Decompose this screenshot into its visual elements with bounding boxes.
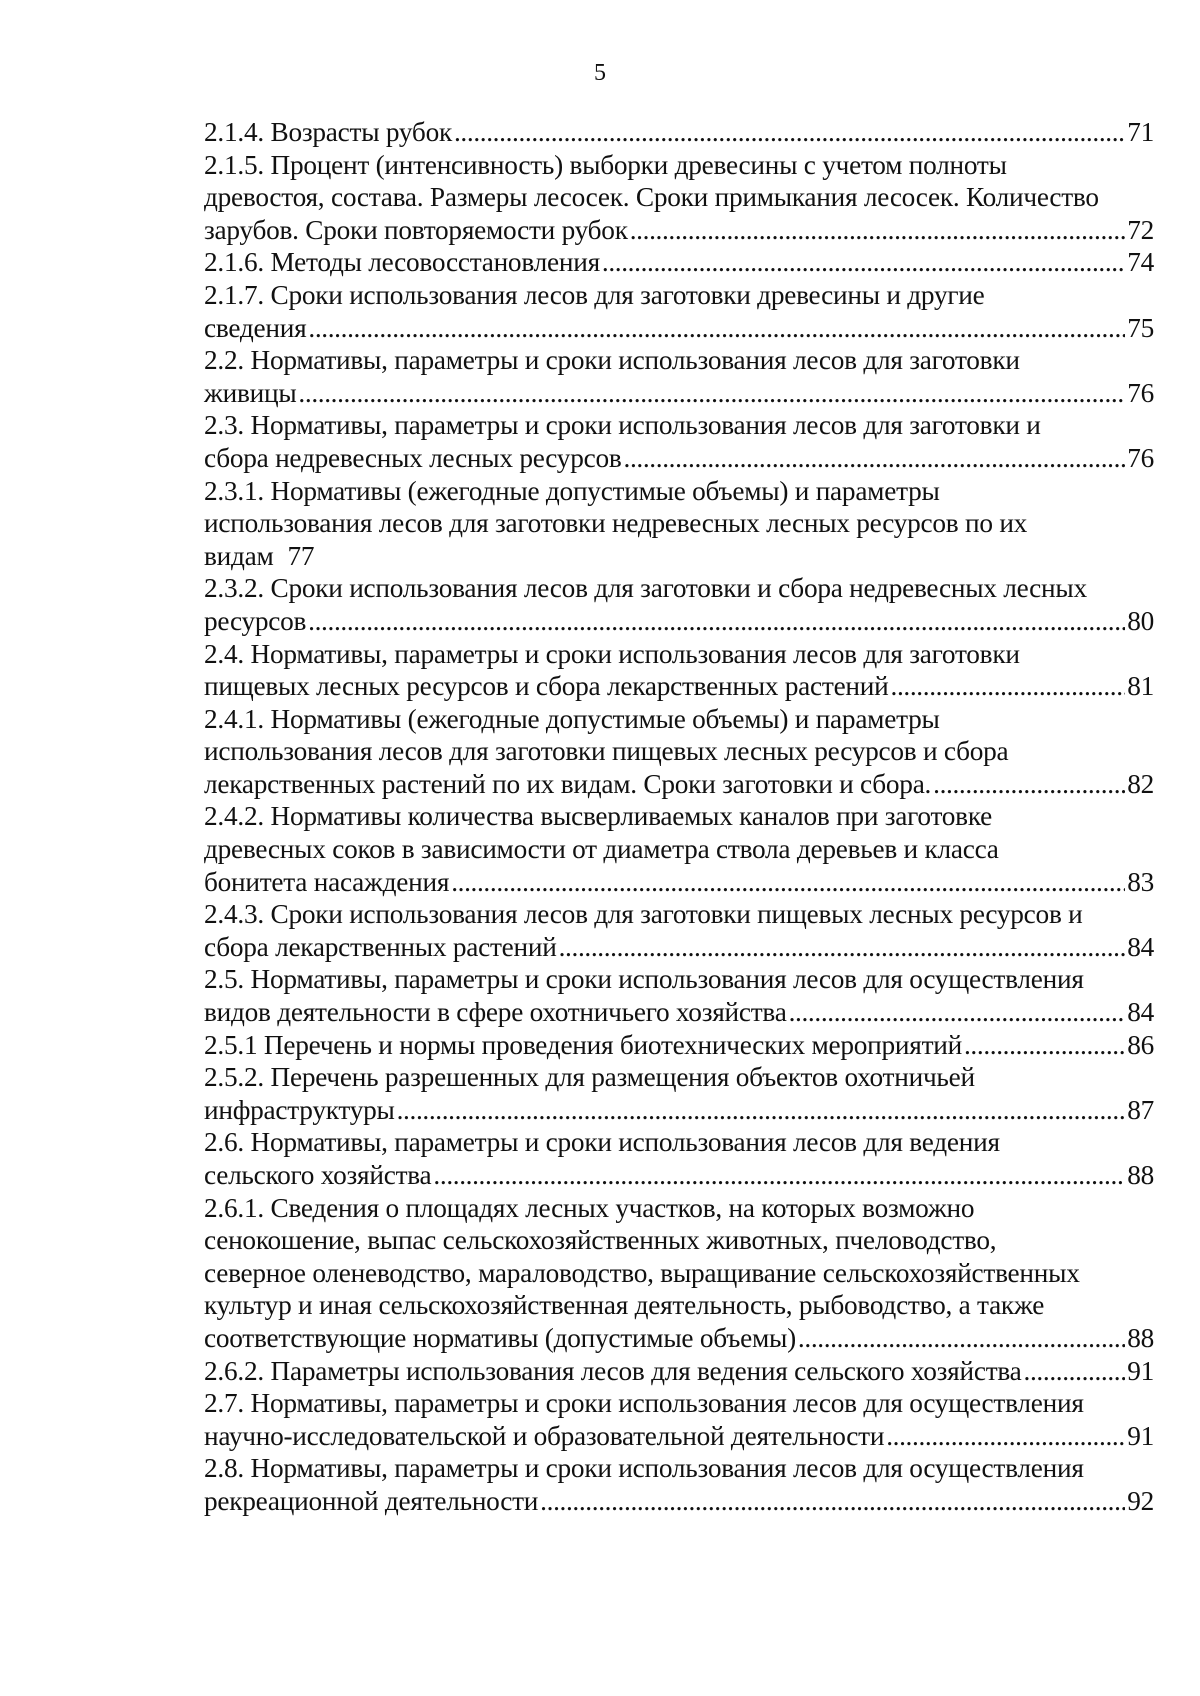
toc-page-number: 91 bbox=[1127, 1355, 1154, 1386]
dot-leader bbox=[964, 1029, 1125, 1062]
toc-entry[interactable] bbox=[204, 800, 1154, 898]
toc-entry-last-line bbox=[204, 214, 1154, 247]
toc-entry-text-line: сбора лекарственных растений bbox=[204, 931, 557, 962]
toc-entry-text-line: 2.8. Нормативы, параметры и сроки использования лесов для осуществления bbox=[204, 1453, 1084, 1484]
dot-leader bbox=[433, 1159, 1125, 1192]
toc-entry-last-line bbox=[204, 312, 1154, 345]
toc-entry-last-line bbox=[204, 442, 1154, 475]
toc-entry-text-line: использования лесов для заготовки недревесных лесных ресурсов по их bbox=[204, 508, 1028, 539]
dot-leader bbox=[933, 768, 1125, 801]
toc-entry-text-line: 2.1.6. Методы лесовосстановления bbox=[204, 247, 600, 278]
toc-entry-text-line: ресурсов bbox=[204, 605, 307, 636]
toc-entry[interactable] bbox=[204, 149, 1154, 247]
toc-entry-text-line: 2.1.7. Сроки использования лесов для заготовки древесины и другие bbox=[204, 279, 985, 310]
dot-leader bbox=[798, 1322, 1125, 1355]
toc-entry-text-line: 2.3.1. Нормативы (ежегодные допустимые объемы) и параметры bbox=[204, 475, 940, 506]
toc-entry-last-line bbox=[204, 768, 1154, 801]
toc-page-number: 72 bbox=[1127, 214, 1154, 245]
toc-entry-text-line: 2.4.1. Нормативы (ежегодные допустимые объемы) и параметры bbox=[204, 703, 940, 734]
dot-leader bbox=[891, 670, 1126, 703]
toc-entry-text-line: северное оленеводство, мараловодство, выращивание сельскохозяйственных bbox=[204, 1257, 1080, 1288]
dot-leader bbox=[540, 1485, 1125, 1518]
toc-entry-last-line bbox=[204, 540, 1154, 573]
toc-entry[interactable] bbox=[204, 572, 1154, 637]
table-of-contents bbox=[204, 116, 1154, 1518]
toc-entry-last-line bbox=[204, 1322, 1154, 1355]
toc-entry[interactable] bbox=[204, 898, 1154, 963]
dot-leader bbox=[886, 1420, 1125, 1453]
toc-entry-text-line: рекреационной деятельности bbox=[204, 1485, 539, 1516]
toc-entry-text-line: использования лесов для заготовки пищевых лесных ресурсов и сбора bbox=[204, 736, 1009, 767]
toc-entry-text-line: древостоя, состава. Размеры лесосек. Сроки примыкания лесосек. Количество bbox=[204, 182, 1099, 213]
page-number: 5 bbox=[594, 60, 606, 86]
toc-entry-text-line: сенокошение, выпас сельскохозяйственных животных, пчеловодство, bbox=[204, 1225, 997, 1256]
toc-entry[interactable] bbox=[204, 638, 1154, 703]
dot-leader bbox=[308, 312, 1125, 345]
toc-entry[interactable] bbox=[204, 1126, 1154, 1191]
dot-leader bbox=[630, 214, 1125, 247]
toc-entry-last-line bbox=[204, 931, 1154, 964]
toc-page-number: 75 bbox=[1127, 312, 1154, 343]
toc-entry-text-line: сбора недревесных лесных ресурсов bbox=[204, 442, 622, 473]
dot-leader bbox=[559, 931, 1126, 964]
toc-entry-text-line: научно-исследовательской и образовательной деятельности bbox=[204, 1420, 885, 1451]
toc-entry-text-line: сельского хозяйства bbox=[204, 1160, 432, 1190]
toc-entry[interactable] bbox=[204, 116, 1154, 149]
dot-leader bbox=[602, 246, 1125, 279]
toc-entry-last-line bbox=[204, 1029, 1154, 1062]
toc-entry-last-line bbox=[204, 996, 1154, 1029]
dot-leader bbox=[308, 605, 1125, 638]
toc-entry[interactable] bbox=[204, 1452, 1154, 1517]
toc-entry-last-line bbox=[204, 1420, 1154, 1453]
toc-page-number: 92 bbox=[1127, 1485, 1154, 1516]
toc-entry-last-line bbox=[204, 670, 1154, 703]
toc-entry-last-line bbox=[204, 377, 1154, 410]
toc-page-number: 74 bbox=[1127, 247, 1154, 278]
toc-entry-text-line: 2.2. Нормативы, параметры и сроки использования лесов для заготовки bbox=[204, 345, 1020, 376]
dot-leader bbox=[789, 996, 1126, 1029]
dot-leader bbox=[397, 1094, 1126, 1127]
toc-entry-text-line: видам bbox=[204, 540, 274, 571]
toc-entry-text-line: 2.4. Нормативы, параметры и сроки использования лесов для заготовки bbox=[204, 638, 1020, 669]
dot-leader bbox=[298, 377, 1125, 410]
toc-page-number: 87 bbox=[1127, 1094, 1154, 1125]
toc-entry-text-line: 2.1.5. Процент (интенсивность) выборки древесины с учетом полноты bbox=[204, 149, 1007, 180]
dot-leader bbox=[1024, 1355, 1126, 1388]
toc-entry-text-line: пищевых лесных ресурсов и сбора лекарственных растений bbox=[204, 671, 889, 702]
toc-entry-text-line: сведения bbox=[204, 312, 307, 343]
toc-entry[interactable] bbox=[204, 1061, 1154, 1126]
toc-entry-text-line: соответствующие нормативы (допустимые объемы) bbox=[204, 1322, 796, 1353]
toc-page-number: 91 bbox=[1127, 1420, 1154, 1451]
toc-entry-text-line: видов деятельности в сфере охотничьего хозяйства bbox=[204, 997, 787, 1028]
toc-entry[interactable] bbox=[204, 475, 1154, 573]
toc-entry[interactable] bbox=[204, 963, 1154, 1028]
toc-entry-text-line: 2.3. Нормативы, параметры и сроки использования лесов для заготовки и bbox=[204, 410, 1041, 441]
toc-page-number: 84 bbox=[1127, 931, 1154, 962]
toc-page-number: 71 bbox=[1127, 117, 1154, 147]
toc-entry[interactable] bbox=[204, 1192, 1154, 1355]
toc-page-number: 88 bbox=[1127, 1322, 1154, 1353]
toc-entry-text-line: 2.6.1. Сведения о площадях лесных участков, на которых возможно bbox=[204, 1192, 975, 1223]
toc-entry-text-line: 2.7. Нормативы, параметры и сроки использования лесов для осуществления bbox=[204, 1388, 1084, 1419]
toc-entry-text-line: культур и иная сельскохозяйственная деятельность, рыбоводство, а также bbox=[204, 1290, 1045, 1321]
toc-page-number: 77 bbox=[287, 540, 315, 571]
toc-entry-text-line: древесных соков в зависимости от диаметра ствола деревьев и класса bbox=[204, 834, 999, 865]
toc-entry-last-line bbox=[204, 866, 1154, 899]
toc-entry-text-line: зарубов. Сроки повторяемости рубок bbox=[204, 214, 628, 245]
toc-entry-text-line: 2.4.3. Сроки использования лесов для заготовки пищевых лесных ресурсов и bbox=[204, 899, 1083, 930]
toc-entry-text-line: бонитета насаждения bbox=[204, 866, 450, 897]
toc-entry[interactable] bbox=[204, 1029, 1154, 1062]
toc-page-number: 84 bbox=[1127, 997, 1154, 1028]
toc-entry-text-line: 2.6. Нормативы, параметры и сроки использования лесов для ведения bbox=[204, 1127, 1000, 1158]
toc-entry-last-line bbox=[204, 605, 1154, 638]
toc-entry-last-line bbox=[204, 1159, 1154, 1192]
toc-entry-text-line: 2.3.2. Сроки использования лесов для заготовки и сбора недревесных лесных bbox=[204, 573, 1087, 604]
toc-entry-last-line bbox=[204, 116, 1154, 149]
dot-leader bbox=[451, 866, 1125, 899]
dot-leader bbox=[624, 442, 1126, 475]
toc-entry-last-line bbox=[204, 1094, 1154, 1127]
toc-page-number: 83 bbox=[1127, 866, 1154, 897]
toc-entry-text-line: 2.6.2. Параметры использования лесов для ведения сельского хозяйства bbox=[204, 1355, 1022, 1386]
toc-page-number: 76 bbox=[1127, 377, 1154, 408]
toc-entry-text-line: живицы bbox=[204, 377, 297, 408]
toc-page-number: 88 bbox=[1127, 1160, 1154, 1190]
toc-page-number: 76 bbox=[1127, 442, 1154, 473]
toc-entry[interactable] bbox=[204, 1387, 1154, 1452]
toc-page-number: 81 bbox=[1127, 671, 1154, 702]
toc-entry-last-line bbox=[204, 1485, 1154, 1518]
toc-entry[interactable] bbox=[204, 246, 1154, 279]
toc-entry[interactable] bbox=[204, 279, 1154, 344]
toc-entry[interactable] bbox=[204, 409, 1154, 474]
toc-entry-text-line: инфраструктуры bbox=[204, 1094, 395, 1125]
toc-entry-text-line: 2.5.2. Перечень разрешенных для размещения объектов охотничьей bbox=[204, 1062, 975, 1093]
toc-entry-text-line: лекарственных растений по их видам. Сроки заготовки и сбора. bbox=[204, 768, 932, 799]
toc-entry-last-line bbox=[204, 246, 1154, 279]
toc-page-number: 82 bbox=[1127, 768, 1154, 799]
toc-entry-text-line: 2.4.2. Нормативы количества высверливаемых каналов при заготовке bbox=[204, 801, 993, 832]
toc-entry[interactable] bbox=[204, 1355, 1154, 1388]
toc-entry[interactable] bbox=[204, 703, 1154, 801]
toc-page-number: 80 bbox=[1127, 605, 1154, 636]
toc-entry[interactable] bbox=[204, 344, 1154, 409]
toc-entry-text-line: 2.1.4. Возрасты рубок bbox=[204, 117, 452, 147]
toc-entry-last-line bbox=[204, 1355, 1154, 1388]
toc-entry-text-line: 2.5.1 Перечень и нормы проведения биотехнических мероприятий bbox=[204, 1029, 962, 1060]
toc-entry-text-line: 2.5. Нормативы, параметры и сроки использования лесов для осуществления bbox=[204, 964, 1084, 995]
toc-page-number: 86 bbox=[1127, 1029, 1154, 1060]
dot-leader bbox=[454, 116, 1125, 149]
